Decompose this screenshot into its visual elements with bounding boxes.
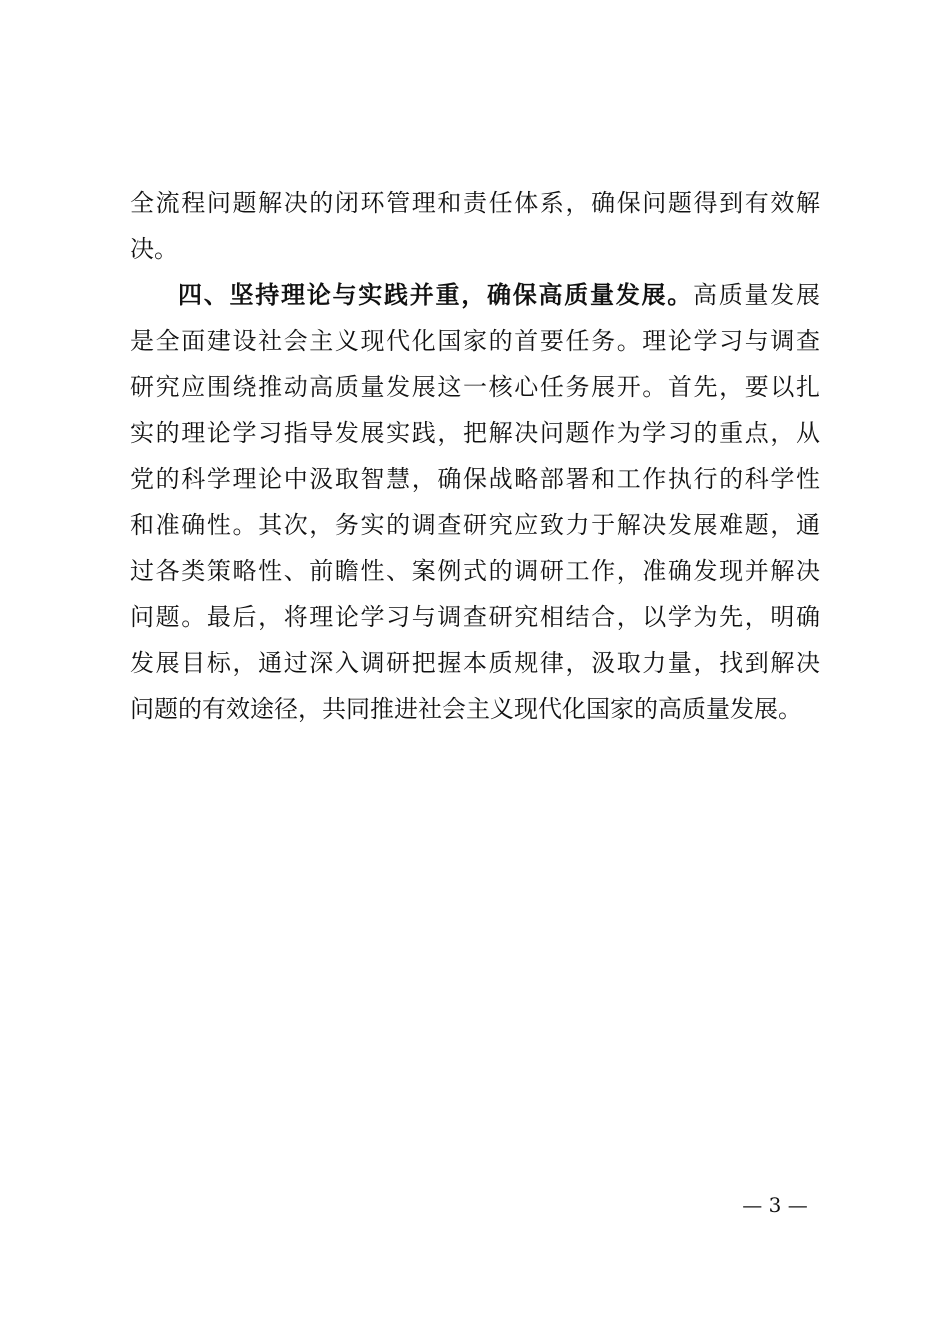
page-number: — 3 — [742,1193,808,1217]
paragraph-line: 过各类策略性、前瞻性、案例式的调研工作，准确发现并解决 [130,557,820,585]
paragraph-run: 高质量发展 [693,281,820,309]
paragraph-line: 是全面建设社会主义现代化国家的首要任务。理论学习与调查 [130,327,820,355]
paragraph-line: 决。 [130,235,178,263]
paragraph-line: 发展目标，通过深入调研把握本质规律，汲取力量，找到解决 [130,649,820,677]
paragraph-line: 问题的有效途径，共同推进社会主义现代化国家的高质量发展。 [130,695,802,723]
paragraph-line: 和准确性。其次，务实的调查研究应致力于解决发展难题，通 [130,511,820,539]
body-text [130,180,820,732]
paragraph-line: 问题。最后，将理论学习与调查研究相结合，以学为先，明确 [130,603,820,631]
paragraph-line: 研究应围绕推动高质量发展这一核心任务展开。首先，要以扎 [130,373,820,401]
section-first-line [130,272,820,318]
paragraph-line: 实的理论学习指导发展实践，把解决问题作为学习的重点，从 [130,419,820,447]
paragraph-line: 全流程问题解决的闭环管理和责任体系，确保问题得到有效解 [130,189,820,217]
section-heading: 四、坚持理论与实践并重，确保高质量发展。 [178,281,693,309]
paragraph-line: 党的科学理论中汲取智慧，确保战略部署和工作执行的科学性 [130,465,820,493]
